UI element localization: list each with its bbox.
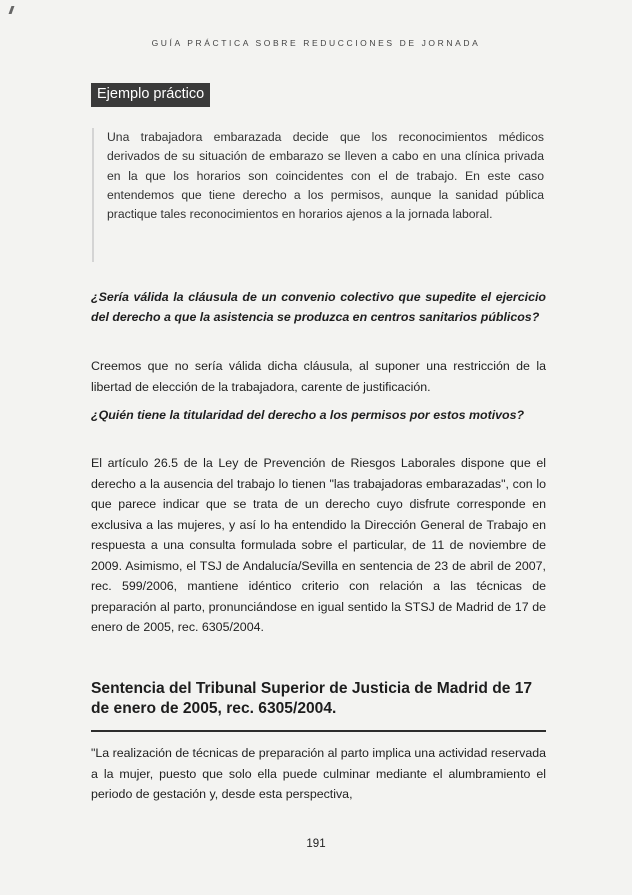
page-number: 191: [306, 838, 326, 850]
running-header: GUÍA PRÁCTICA SOBRE REDUCCIONES DE JORNADA: [151, 38, 481, 48]
question-2: ¿Quién tiene la titularidad del derecho a los permisos por estos motivos?: [91, 408, 525, 422]
answer-2: El artículo 26.5 de la Ley de Prevención de Riesgos Laborales dispone que el derecho a la ausencia del trabajo lo tienen "las trabajadoras embarazadas", con lo que parece indicar que se trata de un derecho cuyo disfrute corresponde en exclusiva a las mujeres, y así lo ha entendido la Dirección General de Trabajo en respuesta a una consulta formulada sobre el particular, de 11 de noviembre de 2009. Asimismo, el TSJ de Andalucía/Sevilla en sentencia de 23 de abril de 2007, rec. 599/2006, mantiene idéntico criterio con relación a las técnicas de preparación al parto, pronunciándose en igual sentido la STSJ de Madrid de 17 de enero de 2005, rec. 6305/2004.: [91, 456, 546, 634]
section-quote: "La realización de técnicas de preparación al parto implica una actividad reservada a la mujer, puesto que solo ella puede culminar mediante el alumbramiento el periodo de gestación y, desde esta perspectiva,: [91, 746, 546, 801]
section-title: Sentencia del Tribunal Superior de Justicia de Madrid de 17 de enero de 2005, rec. 6305/2004.: [91, 680, 533, 717]
page-edge-mark: [9, 6, 15, 14]
question-1: ¿Sería válida la cláusula de un convenio colectivo que supedite el ejercicio del derecho a que la asistencia se produzca en centros sanitarios públicos?: [91, 290, 546, 324]
section-rule: [91, 730, 546, 732]
example-side-rule: [92, 128, 94, 262]
answer-1: Creemos que no sería válida dicha cláusula, al suponer una restricción de la libertad de elección de la trabajadora, carente de justificación.: [91, 359, 546, 394]
example-badge: Ejemplo práctico: [91, 83, 210, 107]
example-text: Una trabajadora embarazada decide que los reconocimientos médicos derivados de su situación de embarazo se lleven a cabo en una clínica privada en la que los horarios son coincidentes con el de trabajo. En este caso entendemos que tiene derecho a los permisos, aunque la sanidad pública practique tales reconocimientos en horarios ajenos a la jornada laboral.: [107, 130, 544, 222]
